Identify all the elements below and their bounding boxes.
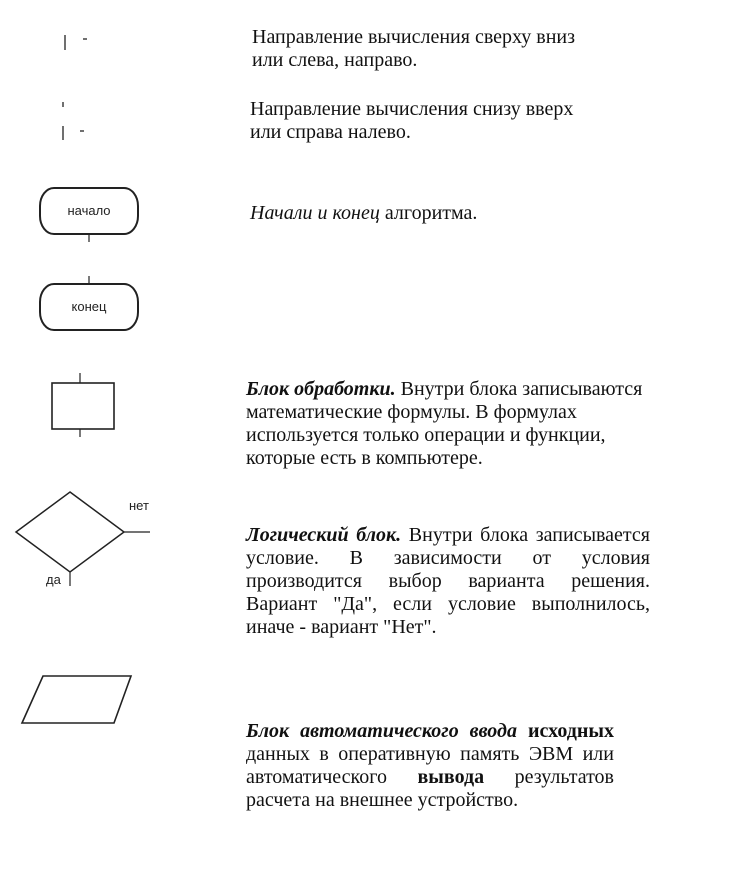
flow-down-description [252,26,602,72]
arrow-up-symbol [63,102,84,140]
start-label: начало [67,203,111,218]
process-description [246,378,646,470]
decision-title: Логический блок. [246,524,402,546]
process-text: Внутри блока записываются математические формулы. В формулах используется только операции и функции, которые есть в компьютере. [246,378,643,469]
process-title: Блок обработки. [246,378,396,400]
flow-up-text: Направление вычисления снизу вверх или справа налево. [250,98,574,143]
arrow-down-symbol [65,35,87,50]
io-bold-part: исходных [516,720,614,742]
flow-up-description [250,98,590,144]
start-end-description [250,202,630,225]
io-description [246,720,614,812]
io-bold-word: вывода [417,766,485,788]
end-label: конец [71,299,107,314]
start-end-italic: Начали и конец [250,202,380,224]
io-title: Блок автоматического ввода [246,720,517,742]
decision-text: Внутри блока записывается условие. В зависимости от условия производится выбор варианта решения. Вариант "Да", если условие выполнилось, иначе - вариант "Нет". [246,524,650,638]
decision-yes-label: да [46,572,61,587]
flow-down-text: Направление вычисления сверху вниз или слева, направо. [252,26,576,71]
io-text-part: данных в оперативную память ЭВМ или автоматического [246,743,614,788]
decision-description [246,524,650,639]
decision-no-label: нет [129,498,149,513]
io-parallelogram-shape [22,676,131,723]
process-block-shape [52,373,114,437]
start-end-rest: алгоритма. [379,202,478,224]
io-text-end: результатов расчета на внешнее устройство. [246,766,614,811]
